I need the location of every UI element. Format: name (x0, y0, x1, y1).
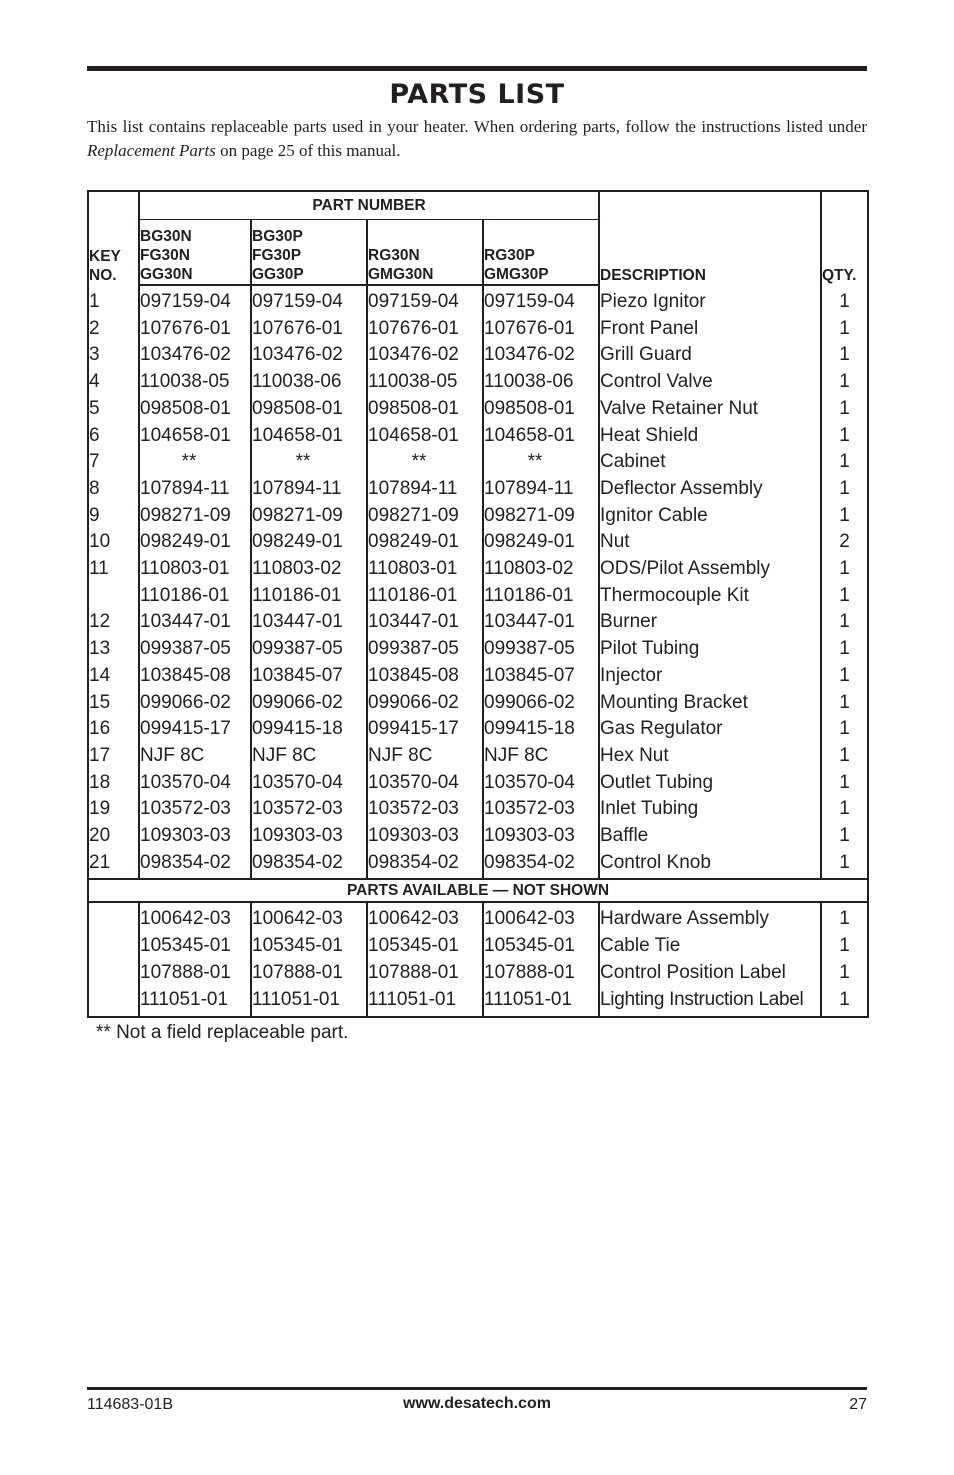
part-number-cell: 098249-01 (367, 529, 483, 556)
qty-cell: 1 (821, 823, 868, 850)
part-number-cell: 109303-03 (367, 823, 483, 850)
part-number-cell: 099066-02 (251, 690, 367, 717)
part-number-cell: NJF 8C (367, 743, 483, 770)
key-number-cell: 7 (88, 449, 139, 476)
part-number-cell: 103447-01 (139, 609, 251, 636)
bottom-rule (87, 1387, 867, 1390)
table-row (88, 423, 868, 450)
part-number-cell: 103845-07 (483, 663, 599, 690)
qty-cell: 1 (821, 316, 868, 343)
part-number-cell: 107894-11 (483, 476, 599, 503)
not-shown-section (88, 879, 868, 902)
part-number-cell: 103476-02 (139, 342, 251, 369)
qty-cell: 1 (821, 663, 868, 690)
key-number-cell: 21 (88, 850, 139, 880)
description-cell: Gas Regulator (599, 716, 821, 743)
key-number-cell: 1 (88, 285, 139, 316)
part-number-cell: 104658-01 (139, 423, 251, 450)
key-number-cell (88, 902, 139, 933)
qty-cell: 1 (821, 690, 868, 717)
part-number-cell: 103845-07 (251, 663, 367, 690)
part-number-cell: 103572-03 (367, 796, 483, 823)
key-number-cell: 19 (88, 796, 139, 823)
part-number-cell: 103572-03 (251, 796, 367, 823)
description-cell: Pilot Tubing (599, 636, 821, 663)
part-number-cell: 099066-02 (483, 690, 599, 717)
table-row (88, 743, 868, 770)
part-number-cell: 111051-01 (251, 987, 367, 1018)
key-number-cell: 12 (88, 609, 139, 636)
part-number-group-header: PART NUMBER (139, 191, 599, 220)
part-number-cell: NJF 8C (251, 743, 367, 770)
part-number-cell: 097159-04 (139, 285, 251, 316)
part-number-cell: 107894-11 (367, 476, 483, 503)
table-row (88, 556, 868, 583)
table-row (88, 449, 868, 476)
parts-body (88, 285, 868, 879)
key-number-cell: 2 (88, 316, 139, 343)
table-row (88, 960, 868, 987)
part-number-cell: 110186-01 (139, 583, 251, 610)
part-number-cell: ** (367, 449, 483, 476)
part-number-cell: ** (483, 449, 599, 476)
part-number-cell: 098354-02 (483, 850, 599, 880)
qty-cell: 1 (821, 342, 868, 369)
part-number-cell: 098508-01 (139, 396, 251, 423)
part-number-cell: 107888-01 (367, 960, 483, 987)
qty-cell: 1 (821, 476, 868, 503)
footer-page-number: 27 (849, 1396, 867, 1413)
part-number-cell: 110803-02 (251, 556, 367, 583)
description-cell: Deflector Assembly (599, 476, 821, 503)
table-row (88, 636, 868, 663)
part-number-cell: 110038-06 (251, 369, 367, 396)
qty-cell: 1 (821, 636, 868, 663)
part-number-cell: 099415-18 (483, 716, 599, 743)
description-cell: Front Panel (599, 316, 821, 343)
model-header-col4: RG30P GMG30P (483, 220, 599, 286)
part-number-cell: 107888-01 (483, 960, 599, 987)
part-number-cell: 100642-03 (139, 902, 251, 933)
part-number-cell: 107676-01 (251, 316, 367, 343)
part-number-cell: 110186-01 (483, 583, 599, 610)
top-rule (87, 66, 867, 71)
part-number-cell: 099387-05 (483, 636, 599, 663)
table-row (88, 933, 868, 960)
key-number-cell (88, 933, 139, 960)
table-row (88, 902, 868, 933)
part-number-cell: 103476-02 (483, 342, 599, 369)
qty-cell: 1 (821, 770, 868, 797)
description-cell: Cabinet (599, 449, 821, 476)
qty-cell: 1 (821, 609, 868, 636)
intro-paragraph (87, 115, 867, 163)
page-title: PARTS LIST (389, 79, 565, 110)
part-number-cell: 098249-01 (483, 529, 599, 556)
qty-cell: 1 (821, 743, 868, 770)
key-number-cell: 8 (88, 476, 139, 503)
part-number-cell: 105345-01 (139, 933, 251, 960)
key-number-cell: 11 (88, 556, 139, 583)
table-row (88, 476, 868, 503)
table-row (88, 690, 868, 717)
qty-cell: 1 (821, 987, 868, 1018)
part-number-cell: 110186-01 (367, 583, 483, 610)
part-number-cell: 107894-11 (139, 476, 251, 503)
qty-cell: 1 (821, 850, 868, 880)
part-number-cell: 110803-01 (139, 556, 251, 583)
model-header-col3: RG30N GMG30N (367, 220, 483, 286)
description-cell: Control Position Label (599, 960, 821, 987)
key-number-cell (88, 960, 139, 987)
table-row (88, 583, 868, 610)
table-row (88, 987, 868, 1018)
description-cell: Injector (599, 663, 821, 690)
description-header: DESCRIPTION (599, 191, 821, 285)
description-cell: Grill Guard (599, 342, 821, 369)
parts-table (87, 190, 869, 1018)
not-shown-header: PARTS AVAILABLE — NOT SHOWN (88, 879, 868, 902)
description-cell: Piezo Ignitor (599, 285, 821, 316)
part-number-cell: 105345-01 (483, 933, 599, 960)
table-row (88, 663, 868, 690)
intro-text-after: on page 25 of this manual. (215, 141, 401, 160)
table-row (88, 609, 868, 636)
description-cell: Ignitor Cable (599, 503, 821, 530)
table-row (88, 316, 868, 343)
footnote: ** Not a field replaceable part. (96, 1022, 349, 1043)
part-number-cell: NJF 8C (483, 743, 599, 770)
description-cell: Mounting Bracket (599, 690, 821, 717)
key-number-cell: 13 (88, 636, 139, 663)
key-number-cell: 6 (88, 423, 139, 450)
qty-cell: 1 (821, 716, 868, 743)
part-number-cell: 103570-04 (139, 770, 251, 797)
key-number-cell: 20 (88, 823, 139, 850)
table-row (88, 716, 868, 743)
description-cell: Thermocouple Kit (599, 583, 821, 610)
part-number-cell: 109303-03 (139, 823, 251, 850)
table-row (88, 396, 868, 423)
footer-website: www.desatech.com (403, 1395, 551, 1412)
key-number-cell: 15 (88, 690, 139, 717)
part-number-cell: 110803-02 (483, 556, 599, 583)
header-row-group (88, 191, 868, 220)
part-number-cell: 104658-01 (367, 423, 483, 450)
part-number-cell: 098249-01 (251, 529, 367, 556)
description-cell: Nut (599, 529, 821, 556)
table-row (88, 529, 868, 556)
part-number-cell: 099387-05 (367, 636, 483, 663)
part-number-cell: 103570-04 (367, 770, 483, 797)
qty-cell: 1 (821, 285, 868, 316)
key-number-cell: 5 (88, 396, 139, 423)
qty-cell: 1 (821, 902, 868, 933)
description-cell: Outlet Tubing (599, 770, 821, 797)
part-number-cell: 103447-01 (251, 609, 367, 636)
part-number-cell: 109303-03 (251, 823, 367, 850)
part-number-cell: 107676-01 (139, 316, 251, 343)
key-number-cell: 18 (88, 770, 139, 797)
key-number-cell (88, 583, 139, 610)
part-number-cell: 103570-04 (483, 770, 599, 797)
part-number-cell: 100642-03 (483, 902, 599, 933)
part-number-cell: 110038-05 (367, 369, 483, 396)
part-number-cell: 098271-09 (483, 503, 599, 530)
qty-cell: 1 (821, 369, 868, 396)
part-number-cell: 097159-04 (483, 285, 599, 316)
part-number-cell: 098508-01 (251, 396, 367, 423)
not-shown-header-row (88, 879, 868, 902)
part-number-cell: 103845-08 (139, 663, 251, 690)
part-number-cell: 098249-01 (139, 529, 251, 556)
part-number-cell: 107888-01 (139, 960, 251, 987)
part-number-cell: 111051-01 (483, 987, 599, 1018)
part-number-cell: 098271-09 (251, 503, 367, 530)
qty-cell: 1 (821, 796, 868, 823)
part-number-cell: 103570-04 (251, 770, 367, 797)
part-number-cell: 103476-02 (367, 342, 483, 369)
key-number-cell (88, 987, 139, 1018)
part-number-cell: 098354-02 (251, 850, 367, 880)
qty-cell: 2 (821, 529, 868, 556)
part-number-cell: 111051-01 (367, 987, 483, 1018)
part-number-cell: 103447-01 (483, 609, 599, 636)
qty-cell: 1 (821, 423, 868, 450)
part-number-cell: 110186-01 (251, 583, 367, 610)
qty-cell: 1 (821, 503, 868, 530)
not-shown-body (88, 902, 868, 1017)
part-number-cell: 104658-01 (251, 423, 367, 450)
description-cell: Inlet Tubing (599, 796, 821, 823)
key-number-cell: 16 (88, 716, 139, 743)
part-number-cell: 098354-02 (367, 850, 483, 880)
description-cell: Control Knob (599, 850, 821, 880)
table-row (88, 823, 868, 850)
part-number-cell: 105345-01 (251, 933, 367, 960)
part-number-cell: 103476-02 (251, 342, 367, 369)
table-row (88, 369, 868, 396)
part-number-cell: 107894-11 (251, 476, 367, 503)
table-row (88, 342, 868, 369)
intro-italic-reference: Replacement Parts (87, 141, 216, 160)
key-number-cell: 3 (88, 342, 139, 369)
part-number-cell: 103845-08 (367, 663, 483, 690)
model-header-col2: BG30P FG30P GG30P (251, 220, 367, 286)
part-number-cell: 104658-01 (483, 423, 599, 450)
part-number-cell: 098271-09 (139, 503, 251, 530)
key-number-cell: 17 (88, 743, 139, 770)
description-cell: Control Valve (599, 369, 821, 396)
part-number-cell: 110803-01 (367, 556, 483, 583)
key-number-cell: 14 (88, 663, 139, 690)
table-row (88, 285, 868, 316)
part-number-cell: 111051-01 (139, 987, 251, 1018)
qty-cell: 1 (821, 449, 868, 476)
part-number-cell: 105345-01 (367, 933, 483, 960)
description-cell: Lighting Instruction Label (599, 987, 821, 1018)
description-cell: Burner (599, 609, 821, 636)
qty-cell: 1 (821, 556, 868, 583)
table-row (88, 850, 868, 880)
model-header-col1: BG30N FG30N GG30N (139, 220, 251, 286)
qty-cell: 1 (821, 396, 868, 423)
key-number-cell: 9 (88, 503, 139, 530)
table-row (88, 796, 868, 823)
part-number-cell: 098271-09 (367, 503, 483, 530)
part-number-cell: 103572-03 (139, 796, 251, 823)
part-number-cell: 110038-05 (139, 369, 251, 396)
part-number-cell: 099387-05 (139, 636, 251, 663)
part-number-cell: 103572-03 (483, 796, 599, 823)
part-number-cell: 099415-17 (139, 716, 251, 743)
part-number-cell: 099387-05 (251, 636, 367, 663)
qty-cell: 1 (821, 960, 868, 987)
part-number-cell: 100642-03 (251, 902, 367, 933)
part-number-cell: 100642-03 (367, 902, 483, 933)
description-cell: ODS/Pilot Assembly (599, 556, 821, 583)
part-number-cell: 098508-01 (483, 396, 599, 423)
description-cell: Cable Tie (599, 933, 821, 960)
part-number-cell: 097159-04 (251, 285, 367, 316)
qty-cell: 1 (821, 583, 868, 610)
part-number-cell: 099066-02 (367, 690, 483, 717)
description-cell: Hardware Assembly (599, 902, 821, 933)
part-number-cell: ** (139, 449, 251, 476)
key-no-header: KEY NO. (88, 191, 139, 285)
part-number-cell: 109303-03 (483, 823, 599, 850)
description-cell: Baffle (599, 823, 821, 850)
part-number-cell: 098508-01 (367, 396, 483, 423)
part-number-cell: 107676-01 (483, 316, 599, 343)
part-number-cell: 098354-02 (139, 850, 251, 880)
footer-doc-number: 114683-01B (87, 1396, 173, 1413)
part-number-cell: ** (251, 449, 367, 476)
part-number-cell: 107676-01 (367, 316, 483, 343)
part-number-cell: 097159-04 (367, 285, 483, 316)
description-cell: Valve Retainer Nut (599, 396, 821, 423)
description-cell: Heat Shield (599, 423, 821, 450)
key-number-cell: 4 (88, 369, 139, 396)
part-number-cell: 103447-01 (367, 609, 483, 636)
part-number-cell: 099415-17 (367, 716, 483, 743)
part-number-cell: 107888-01 (251, 960, 367, 987)
part-number-cell: 110038-06 (483, 369, 599, 396)
part-number-cell: NJF 8C (139, 743, 251, 770)
key-number-cell: 10 (88, 529, 139, 556)
table-row (88, 770, 868, 797)
intro-text-before: This list contains replaceable parts used in your heater. When ordering parts, follow the instructions listed under (87, 117, 867, 136)
qty-header: QTY. (821, 191, 868, 285)
description-cell: Hex Nut (599, 743, 821, 770)
part-number-cell: 099066-02 (139, 690, 251, 717)
part-number-cell: 099415-18 (251, 716, 367, 743)
qty-cell: 1 (821, 933, 868, 960)
table-row (88, 503, 868, 530)
